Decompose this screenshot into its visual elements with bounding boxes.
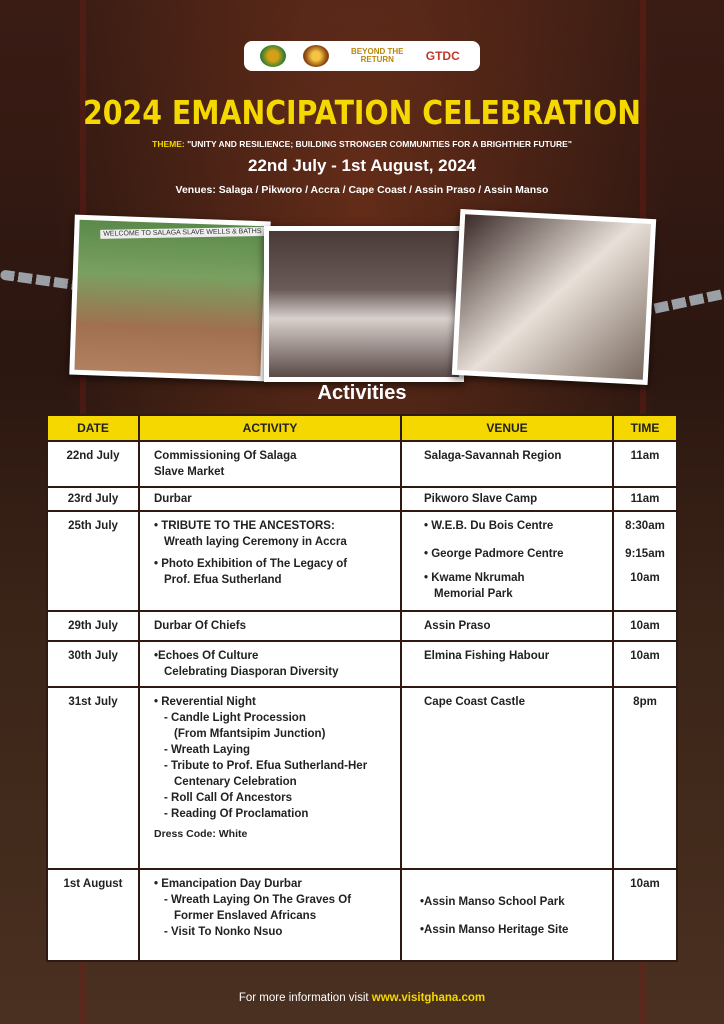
venue-item: • Kwame Nkrumah <box>424 572 525 584</box>
activity-subitem: - Roll Call Of Ancestors <box>164 792 293 804</box>
header-date: DATE <box>48 416 138 440</box>
theme-text: "UNITY AND RESILIENCE; BUILDING STRONGER COMMUNITIES FOR A BRIGHTHER FUTURE" <box>187 139 572 149</box>
event-dates: 22nd July - 1st August, 2024 <box>248 156 476 175</box>
row-date: 29th July <box>48 612 138 640</box>
time-item: 9:15am <box>625 548 665 560</box>
activity-detail: Celebrating Diasporan Diversity <box>164 666 339 678</box>
photo-candle-procession <box>264 226 464 382</box>
page-title: 2024 EMANCIPATION CELEBRATION <box>83 93 641 132</box>
row-time: 10am <box>614 612 676 640</box>
header-activity: ACTIVITY <box>140 416 400 440</box>
dress-code: Dress Code: White <box>154 828 248 840</box>
venue-item: •Assin Manso Heritage Site <box>420 924 569 936</box>
gtdc-logo: GTDC <box>425 49 460 63</box>
activity-subitem: (From Mfantsipim Junction) <box>174 728 326 740</box>
table-row <box>48 870 676 960</box>
header-time: TIME <box>614 416 676 440</box>
row-date: 1st August <box>48 870 138 960</box>
row-date: 23rd July <box>48 488 138 510</box>
activity-item: • Reverential Night <box>154 696 256 708</box>
row-time <box>614 512 676 610</box>
activity-subitem: - Reading Of Proclamation <box>164 808 309 820</box>
activity-item: • Emancipation Day Durbar <box>154 878 302 890</box>
time-item: 10am <box>630 572 660 584</box>
activity-detail: Wreath laying Ceremony in Accra <box>164 536 347 548</box>
row-venue: Cape Coast Castle <box>402 688 612 868</box>
table-row <box>48 442 676 486</box>
row-venue: Salaga-Savannah Region <box>402 442 612 486</box>
table-header-row <box>48 416 676 440</box>
activity-subitem: - Tribute to Prof. Efua Sutherland-Her <box>164 760 368 772</box>
row-activity <box>140 688 400 868</box>
table-row <box>48 642 676 686</box>
row-venue <box>402 870 612 960</box>
row-venue <box>402 512 612 610</box>
row-date: 31st July <box>48 688 138 868</box>
row-date: 22nd July <box>48 442 138 486</box>
row-time: 11am <box>614 442 676 486</box>
venue-detail: Memorial Park <box>434 588 513 600</box>
venue-item: •Assin Manso School Park <box>420 896 565 908</box>
activity-item: •Echoes Of Culture <box>154 650 259 662</box>
activity-detail: Prof. Efua Sutherland <box>164 574 282 586</box>
activity-subitem: Centenary Celebration <box>174 776 297 788</box>
venue-item: • George Padmore Centre <box>424 548 564 560</box>
activity-subitem: - Wreath Laying On The Graves Of <box>164 894 352 906</box>
photo-salaga-group <box>69 215 270 382</box>
theme-line <box>0 139 724 149</box>
row-activity: Commissioning Of Salaga Slave Market <box>140 442 400 486</box>
row-time: 8pm <box>614 688 676 868</box>
logo-bar <box>244 41 480 71</box>
row-activity: Durbar Of Chiefs <box>140 612 400 640</box>
activity-subitem: - Candle Light Procession <box>164 712 306 724</box>
tourism-seal-logo <box>303 45 329 67</box>
salaga-sign: WELCOME TO SALAGA SLAVE WELLS & BATHS <box>100 227 264 239</box>
row-activity: Durbar <box>140 488 400 510</box>
row-date: 25th July <box>48 512 138 610</box>
activity-subitem: Former Enslaved Africans <box>174 910 317 922</box>
footer-text: For more information visit <box>238 992 372 1004</box>
row-activity <box>140 512 400 610</box>
activity-item: • TRIBUTE TO THE ANCESTORS: <box>154 520 335 532</box>
row-activity <box>140 642 400 686</box>
time-item: 8:30am <box>625 520 665 532</box>
event-venues: Venues: Salaga / Pikworo / Accra / Cape Coast / Assin Praso / Assin Manso <box>175 184 549 196</box>
footer <box>0 992 724 1004</box>
photo-wreath-laying <box>452 209 656 385</box>
beyond-the-return-logo: BEYOND THE RETURN <box>351 47 404 64</box>
row-venue: Elmina Fishing Habour <box>402 642 612 686</box>
visitghana-link[interactable]: www.visitghana.com <box>371 992 486 1004</box>
row-date: 30th July <box>48 642 138 686</box>
theme-label: THEME: <box>152 139 185 149</box>
activities-table <box>46 414 678 962</box>
venue-item: • W.E.B. Du Bois Centre <box>424 520 554 532</box>
row-time: 11am <box>614 488 676 510</box>
chain-left-icon <box>0 269 80 290</box>
coat-of-arms-logo <box>260 45 286 67</box>
row-time: 10am <box>614 870 676 960</box>
activity-item: • Photo Exhibition of The Legacy of <box>154 558 348 570</box>
row-activity <box>140 870 400 960</box>
row-time: 10am <box>614 642 676 686</box>
table-row <box>48 612 676 640</box>
activity-subitem: - Visit To Nonko Nsuo <box>164 926 283 938</box>
row-venue: Assin Praso <box>402 612 612 640</box>
row-venue: Pikworo Slave Camp <box>402 488 612 510</box>
activity-subitem: - Wreath Laying <box>164 744 251 756</box>
activities-heading: Activities <box>317 382 407 404</box>
header-venue: VENUE <box>402 416 612 440</box>
table-row <box>48 688 676 868</box>
table-row <box>48 488 676 510</box>
table-row <box>48 512 676 610</box>
